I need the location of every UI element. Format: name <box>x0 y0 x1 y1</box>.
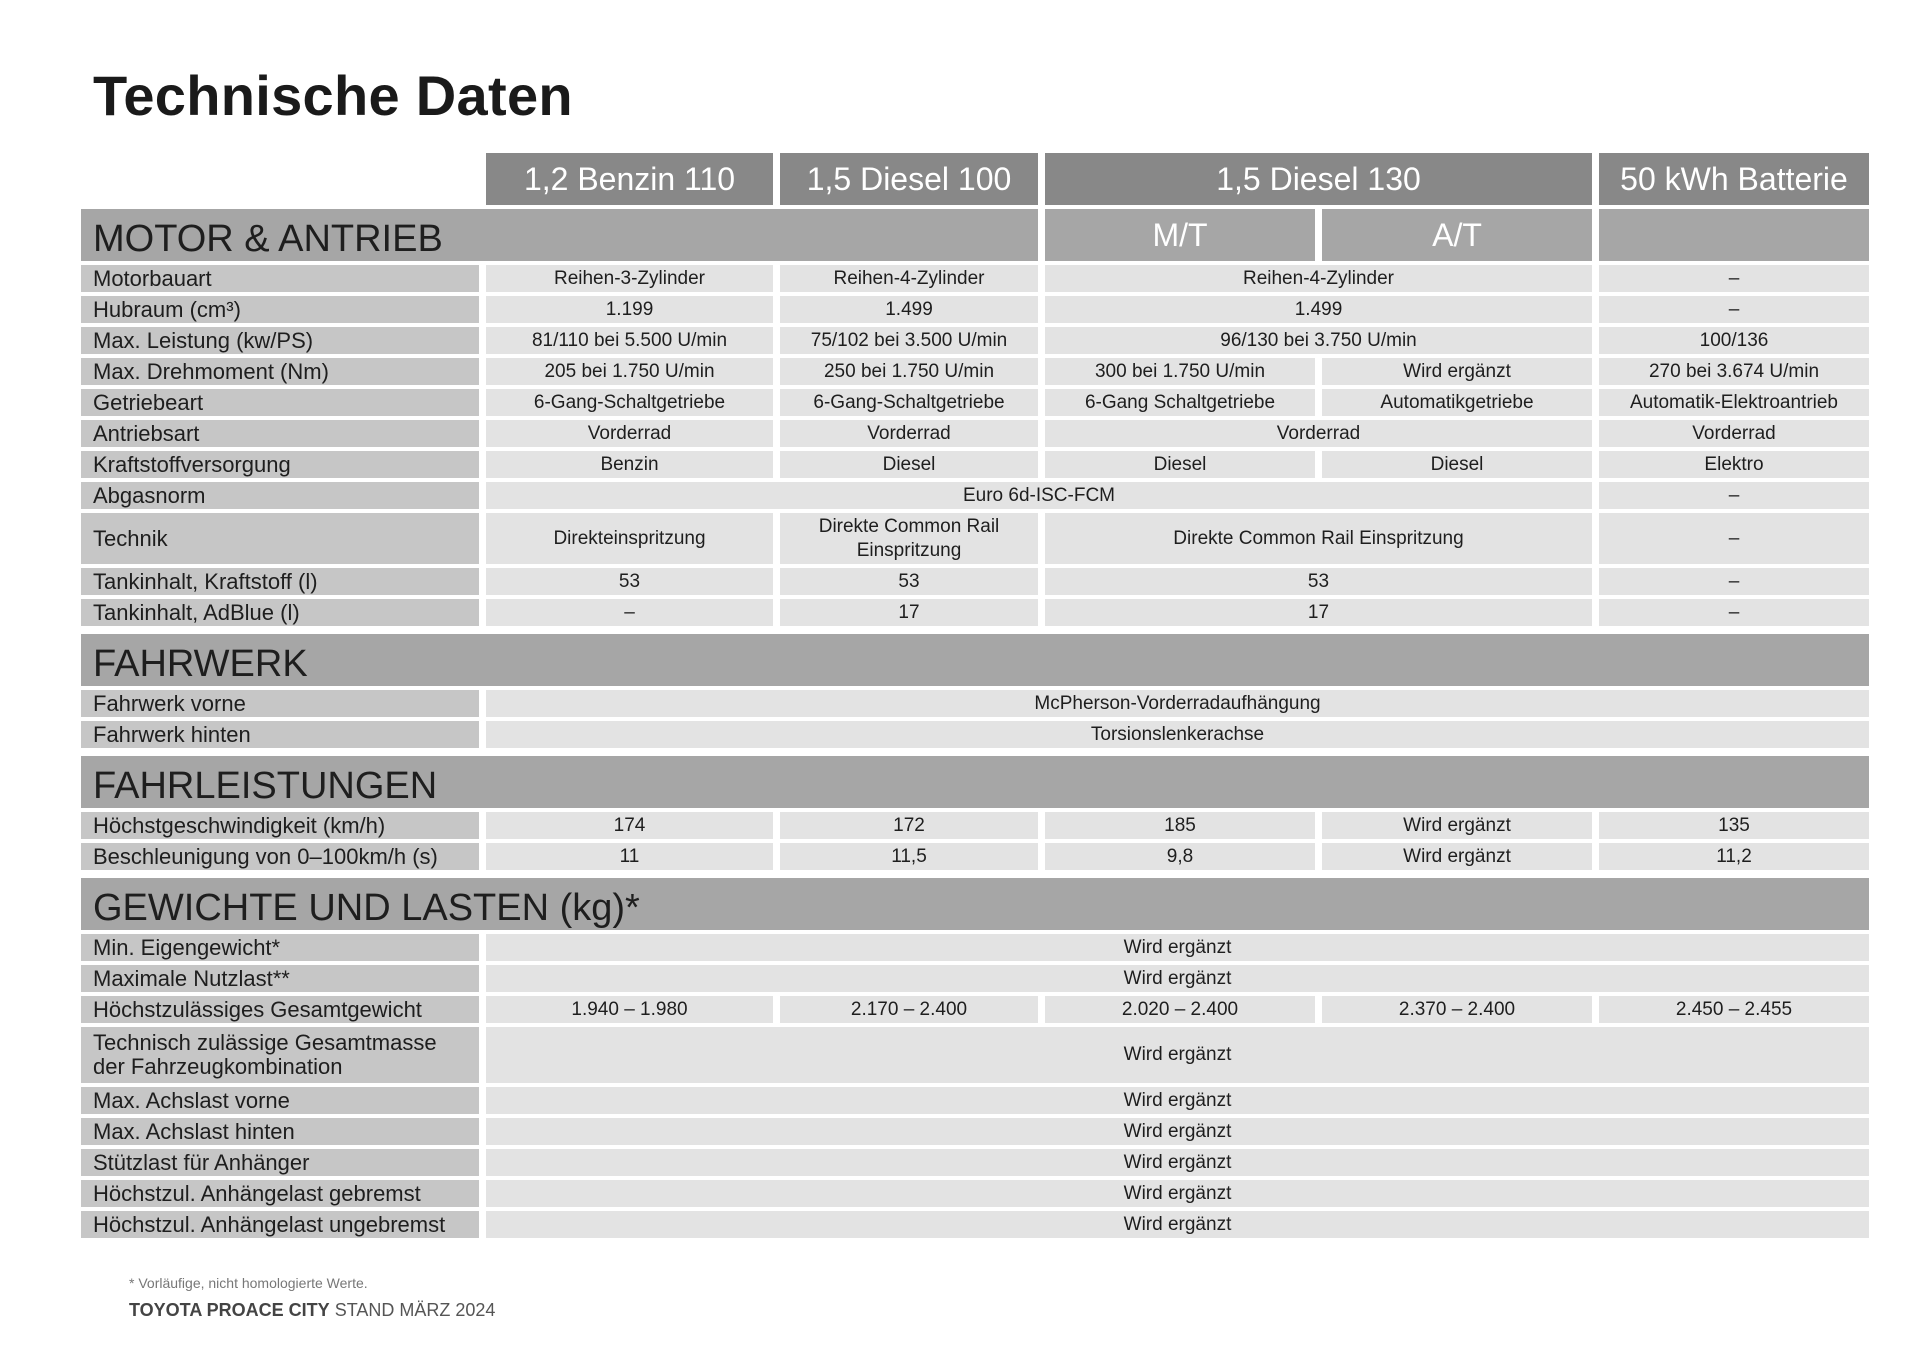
cell-value: Wird ergänzt <box>486 1149 1869 1176</box>
section-motor-antrieb: MOTOR & ANTRIEB <box>81 209 1038 261</box>
cell-value: Vorderrad <box>1599 420 1869 447</box>
footnote: * Vorläufige, nicht homologierte Werte. <box>129 1275 368 1291</box>
subheader-mt: M/T <box>1045 209 1315 261</box>
cell-value: 250 bei 1.750 U/min <box>780 358 1038 385</box>
cell-value: 11,2 <box>1599 843 1869 870</box>
cell-value: 100/136 <box>1599 327 1869 354</box>
cell-value: Torsionslenkerachse <box>486 721 1869 748</box>
row-label-kraftstoff: Kraftstoffversorgung <box>81 451 479 478</box>
row-label-eigengewicht: Min. Eigengewicht* <box>81 934 479 961</box>
cell-value: Euro 6d-ISC-FCM <box>486 482 1592 509</box>
cell-value: Direkteinspritzung <box>486 513 773 564</box>
cell-value: – <box>486 599 773 626</box>
cell-value: Direkte Common Rail Einspritzung <box>780 513 1038 564</box>
cell-value: Wird ergänzt <box>486 1087 1869 1114</box>
cell-value: 270 bei 3.674 U/min <box>1599 358 1869 385</box>
row-label-adblue: Tankinhalt, AdBlue (l) <box>81 599 479 626</box>
cell-value: Automatik-Elektroantrieb <box>1599 389 1869 416</box>
cell-value: Wird ergänzt <box>1322 843 1592 870</box>
cell-value: Wird ergänzt <box>486 934 1869 961</box>
cell-value: – <box>1599 599 1869 626</box>
cell-value: 2.020 – 2.400 <box>1045 996 1315 1023</box>
cell-value: 75/102 bei 3.500 U/min <box>780 327 1038 354</box>
cell-value: Diesel <box>780 451 1038 478</box>
row-label-motorbauart: Motorbauart <box>81 265 479 292</box>
subheader-batterie-empty <box>1599 209 1869 261</box>
cell-value: Wird ergänzt <box>486 1211 1869 1238</box>
row-label-antrieb: Antriebsart <box>81 420 479 447</box>
cell-value: 9,8 <box>1045 843 1315 870</box>
cell-value: 185 <box>1045 812 1315 839</box>
cell-value: McPherson-Vorderradaufhängung <box>486 690 1869 717</box>
row-label-kombination-line1: Technisch zulässige Gesamtmasse <box>93 1030 437 1055</box>
footer-stand: STAND MÄRZ 2024 <box>334 1300 496 1320</box>
cell-value: Wird ergänzt <box>486 1118 1869 1145</box>
spec-table <box>81 153 1869 1238</box>
cell-value: Reihen-3-Zylinder <box>486 265 773 292</box>
row-label-kombination <box>81 1027 479 1083</box>
row-label-getriebe: Getriebeart <box>81 389 479 416</box>
header-batterie: 50 kWh Batterie <box>1599 153 1869 205</box>
cell-value: Direkte Common Rail Einspritzung <box>1045 513 1592 564</box>
row-label-fahrwerk-vorne: Fahrwerk vorne <box>81 690 479 717</box>
section-fahrwerk: FAHRWERK <box>81 634 1869 686</box>
cell-value: Wird ergänzt <box>486 1180 1869 1207</box>
cell-value: Vorderrad <box>780 420 1038 447</box>
row-label-achslast-vorne: Max. Achslast vorne <box>81 1087 479 1114</box>
cell-value: Elektro <box>1599 451 1869 478</box>
row-label-technik: Technik <box>81 513 479 564</box>
cell-value: 6-Gang-Schaltgetriebe <box>486 389 773 416</box>
cell-value: Vorderrad <box>1045 420 1592 447</box>
cell-value: 6-Gang-Schaltgetriebe <box>780 389 1038 416</box>
row-label-anhaenge-gebremst: Höchstzul. Anhängelast gebremst <box>81 1180 479 1207</box>
cell-value: 6-Gang Schaltgetriebe <box>1045 389 1315 416</box>
cell-value: Wird ergänzt <box>1322 812 1592 839</box>
cell-value: Vorderrad <box>486 420 773 447</box>
cell-value: Automatikgetriebe <box>1322 389 1592 416</box>
row-label-stuetzlast: Stützlast für Anhänger <box>81 1149 479 1176</box>
footer-brand: TOYOTA PROACE CITY <box>129 1300 330 1320</box>
header-benzin-110: 1,2 Benzin 110 <box>486 153 773 205</box>
cell-value: – <box>1599 265 1869 292</box>
cell-value: 11,5 <box>780 843 1038 870</box>
cell-value: 135 <box>1599 812 1869 839</box>
cell-value: Wird ergänzt <box>1322 358 1592 385</box>
cell-value: 2.450 – 2.455 <box>1599 996 1869 1023</box>
cell-value: 81/110 bei 5.500 U/min <box>486 327 773 354</box>
row-label-leistung: Max. Leistung (kw/PS) <box>81 327 479 354</box>
row-label-beschleunigung: Beschleunigung von 0–100km/h (s) <box>81 843 479 870</box>
cell-value: 17 <box>780 599 1038 626</box>
row-label-kombination-line2: der Fahrzeugkombination <box>93 1054 343 1079</box>
cell-value: 96/130 bei 3.750 U/min <box>1045 327 1592 354</box>
cell-value: – <box>1599 296 1869 323</box>
cell-value: 300 bei 1.750 U/min <box>1045 358 1315 385</box>
cell-value: 53 <box>1045 568 1592 595</box>
cell-value: 2.370 – 2.400 <box>1322 996 1592 1023</box>
cell-value: 53 <box>486 568 773 595</box>
cell-value: Wird ergänzt <box>486 965 1869 992</box>
cell-value: Reihen-4-Zylinder <box>780 265 1038 292</box>
row-label-gesamtgewicht: Höchstzulässiges Gesamtgewicht <box>81 996 479 1023</box>
cell-value: 172 <box>780 812 1038 839</box>
cell-value: 1.499 <box>780 296 1038 323</box>
cell-value: Diesel <box>1322 451 1592 478</box>
cell-value: 53 <box>780 568 1038 595</box>
cell-value: – <box>1599 568 1869 595</box>
cell-value: 2.170 – 2.400 <box>780 996 1038 1023</box>
row-label-nutzlast: Maximale Nutzlast** <box>81 965 479 992</box>
header-diesel-100: 1,5 Diesel 100 <box>780 153 1038 205</box>
cell-value: Wird ergänzt <box>486 1027 1869 1083</box>
header-spacer <box>81 153 479 205</box>
page-title: Technische Daten <box>93 64 573 127</box>
row-label-anhaenge-ungebremst: Höchstzul. Anhängelast ungebremst <box>81 1211 479 1238</box>
subheader-at: A/T <box>1322 209 1592 261</box>
cell-value: 11 <box>486 843 773 870</box>
row-label-drehmoment: Max. Drehmoment (Nm) <box>81 358 479 385</box>
cell-value: Diesel <box>1045 451 1315 478</box>
cell-value: – <box>1599 513 1869 564</box>
row-label-achslast-hinten: Max. Achslast hinten <box>81 1118 479 1145</box>
cell-value: Benzin <box>486 451 773 478</box>
row-label-fahrwerk-hinten: Fahrwerk hinten <box>81 721 479 748</box>
cell-value: 205 bei 1.750 U/min <box>486 358 773 385</box>
cell-value: 1.499 <box>1045 296 1592 323</box>
section-fahrleistungen: FAHRLEISTUNGEN <box>81 756 1869 808</box>
header-diesel-130: 1,5 Diesel 130 <box>1045 153 1592 205</box>
cell-value: – <box>1599 482 1869 509</box>
cell-value: 1.940 – 1.980 <box>486 996 773 1023</box>
cell-value: Reihen-4-Zylinder <box>1045 265 1592 292</box>
row-label-hubraum: Hubraum (cm³) <box>81 296 479 323</box>
cell-value: 1.199 <box>486 296 773 323</box>
row-label-abgasnorm: Abgasnorm <box>81 482 479 509</box>
section-gewichte: GEWICHTE UND LASTEN (kg)* <box>81 878 1869 930</box>
row-label-tank: Tankinhalt, Kraftstoff (l) <box>81 568 479 595</box>
cell-value: 17 <box>1045 599 1592 626</box>
row-label-vmax: Höchstgeschwindigkeit (km/h) <box>81 812 479 839</box>
cell-value: 174 <box>486 812 773 839</box>
footer <box>129 1300 495 1321</box>
